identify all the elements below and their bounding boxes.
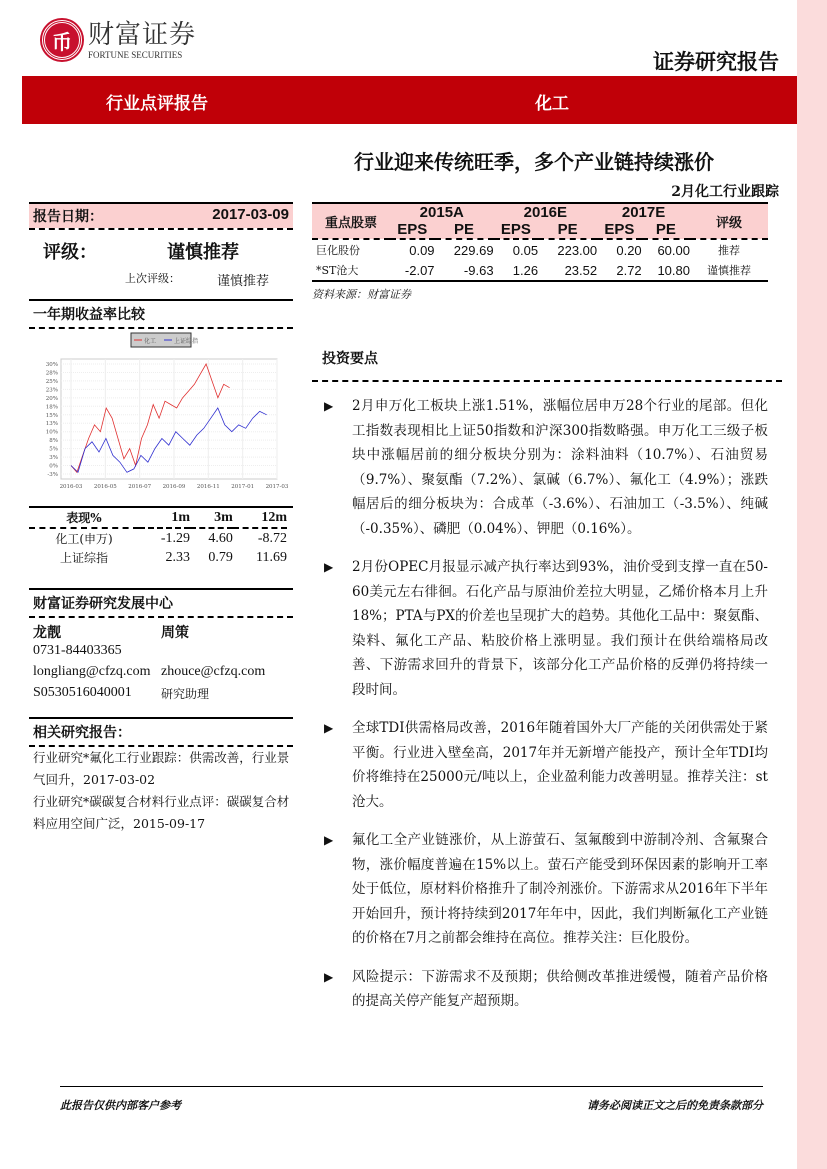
logo-seal-icon: 币 (42, 20, 82, 60)
analyst-phone: 0731-84403365 (33, 643, 122, 658)
footer (60, 1097, 763, 1113)
report-type: 行业点评报告 (106, 94, 208, 114)
cell: 223.00 (557, 242, 598, 258)
date-label: 报告日期： (33, 209, 103, 225)
y-tick-label: 18% (45, 404, 58, 411)
perf-header: 表现% (66, 511, 102, 525)
research-center: 财富证券研究发展中心 (33, 596, 173, 612)
point-text: 2月申万化工板块上涨1.51%，涨幅位居申万28个行业的尾部。但化工指数表现相比上证50指数和沪深300指数略强。申万化工三级子板块中涨幅居前的细分板块分别为：涂料油料（10.7%）、石油贸易（9.7%）、聚氨酯（7.2%）、氯碱（6.7%）、氟化工（4.9%）；涨跌幅居后的细分板块为：合成革（-3.6%）、石油加工（-3.5%）、纯碱（-0.35%）、磷肥（0.04%）、钾肥（0.16%）。 (352, 398, 768, 537)
point-text: 氟化工全产业链涨价，从上游萤石、氢氟酸到中游制冷剂、含氟聚合物，涨价幅度普遍在15%以上。萤石产能受到环保因素的影响开工率处于低位，原材料价格推升了制冷剂涨价。下游需求从2016年下半年开始回升，预计将持续到2017年年中，因此，我们判断氟化工产业链的价格在7月之前都会维持在高位。推荐关注：巨化股份。 (352, 832, 768, 946)
performance-table (29, 508, 287, 567)
cell: 0.20 (616, 242, 642, 258)
prev-rating-value: 谨慎推荐 (217, 274, 270, 289)
x-tick-label: 2016-05 (93, 484, 117, 490)
x-tick-label: 2016-09 (162, 484, 186, 490)
rating-label: 评级： (43, 242, 97, 263)
pe-header: PE (435, 221, 494, 239)
x-tick-label: 2017-03 (265, 484, 289, 490)
perf-cell: 化工(申万) (55, 532, 113, 546)
eps-header: EPS (390, 221, 435, 239)
perf-header: 3m (214, 509, 233, 525)
cell: -9.63 (463, 262, 494, 278)
perf-cell: -8.72 (257, 530, 287, 546)
table-row (29, 548, 287, 567)
table-row (312, 239, 768, 260)
industry: 化工 (535, 94, 569, 114)
y-tick-label: 13% (45, 421, 58, 428)
point-text: 2月份OPEC月报显示减产执行率达到93%，油价受到支撑一直在50-60美元左右徘徊。石化产品与原油价差拉大明显，乙烯价格本月上升18%；PTA与PX的价差也呈现扩大的趋势。其他化工品中：聚氨酯、染料、氟化工产品、粘胶价格上涨明显。我们预计在供给端格局改善、下游需求回升的背景下，该部分化工产品价格的反弹仍将持续一段时间。 (352, 559, 768, 698)
logo-en: FORTUNE SECURITIES (88, 50, 183, 60)
related-heading: 相关研究报告： (33, 725, 131, 741)
y-tick-label: 20% (45, 395, 58, 402)
stock-name: 巨化股份 (316, 244, 360, 257)
date-value: 2017-03-09 (212, 206, 289, 223)
perf-cell: 2.33 (165, 549, 190, 565)
cell: 1.26 (512, 262, 539, 278)
table-row (312, 260, 768, 281)
year-header: 2015A (390, 203, 494, 221)
eps-header: EPS (494, 221, 539, 239)
bullet-arrow-icon: ▶ (324, 721, 334, 735)
stock-rating: 推荐 (718, 244, 740, 257)
side-strip (797, 0, 827, 1169)
y-tick-label: 23% (45, 387, 58, 394)
investment-point (312, 394, 782, 541)
table-source: 资料来源：财富证券 (312, 288, 411, 301)
key-stocks-table (312, 202, 768, 282)
cell: 0.09 (409, 242, 435, 258)
banner (22, 76, 797, 124)
y-tick-label: 8% (49, 438, 58, 445)
y-tick-label: 28% (45, 370, 58, 377)
perf-cell: 4.60 (208, 530, 233, 546)
investment-point (312, 828, 782, 951)
pe-header: PE (642, 221, 690, 239)
related-report[interactable]: 行业研究*氟化工行业跟踪：供需改善，行业景气回升，2017-03-02 (33, 750, 290, 787)
doc-type: 证券研究报告 (653, 49, 779, 74)
investment-point (312, 716, 782, 814)
perf-cell: 0.79 (208, 549, 233, 565)
cell: 10.80 (657, 262, 690, 278)
table-row (29, 528, 287, 548)
y-tick-label: 25% (45, 378, 58, 385)
cell: 2.72 (616, 262, 642, 278)
year-header: 2017E (597, 203, 690, 221)
bullet-arrow-icon: ▶ (324, 399, 334, 413)
x-tick-label: 2017-01 (231, 484, 255, 490)
analyst-email[interactable]: longliang@cfzq.com (33, 664, 151, 679)
analyst-email[interactable]: zhouce@cfzq.com (161, 664, 266, 679)
y-tick-label: 0% (49, 463, 58, 470)
report-date (29, 204, 293, 228)
x-tick-label: 2016-03 (59, 484, 83, 490)
legend-label: 化工 (144, 338, 157, 345)
bullet-arrow-icon: ▶ (324, 833, 334, 847)
year-header: 2016E (494, 203, 598, 221)
sidebar (29, 202, 293, 289)
bullet-arrow-icon: ▶ (324, 560, 334, 574)
stock-rating: 谨慎推荐 (707, 264, 751, 277)
stock-col-name: 重点股票 (312, 203, 390, 239)
prev-rating-label: 上次评级： (125, 272, 180, 285)
bullet-arrow-icon: ▶ (324, 969, 334, 984)
analyst-title: 研究助理 (161, 687, 210, 701)
chart-heading: 一年期收益率比较 (33, 307, 145, 323)
perf-cell: -1.29 (160, 530, 190, 546)
perf-cell: 11.69 (256, 549, 287, 565)
point-text: 风险提示：下游需求不及预期；供给侧改革推进缓慢，随着产品价格的提高关停产能复产超预期。 (352, 968, 768, 1009)
perf-header: 12m (261, 509, 287, 525)
x-tick-label: 2016-11 (196, 484, 220, 490)
y-tick-label: 3% (49, 455, 58, 462)
eps-header: EPS (597, 221, 642, 239)
stock-name: *ST沧大 (316, 264, 359, 277)
footer-left: 此报告仅供内部客户参考 (60, 1099, 181, 1112)
cell: 23.52 (564, 262, 598, 278)
points-heading: 投资要点 (322, 351, 378, 367)
investment-point (312, 555, 782, 702)
cell: 0.05 (512, 242, 539, 258)
report-title: 行业迎来传统旺季，多个产业链持续涨价 (354, 150, 714, 174)
perf-header: 1m (171, 509, 190, 525)
investment-point (312, 965, 782, 1014)
y-tick-label: 30% (45, 362, 58, 368)
related-report[interactable]: 行业研究*碳碳复合材料行业点评：碳碳复合材料应用空间广泛，2015-09-17 (33, 794, 290, 831)
y-tick-label: 10% (45, 429, 58, 436)
y-tick-label: -3% (47, 472, 58, 478)
legend-label: 上证综指 (174, 338, 199, 345)
y-tick-label: 15% (45, 412, 58, 419)
cell: 60.00 (657, 242, 690, 258)
report-subtitle: 2月化工行业跟踪 (671, 184, 779, 200)
analyst-name: 龙靓 (33, 625, 61, 641)
y-tick-label: 5% (49, 446, 58, 453)
x-tick-label: 2016-07 (128, 484, 152, 490)
logo-cn: 财富证券 (88, 20, 197, 50)
plot-area (61, 359, 277, 479)
perf-cell: 上证综指 (59, 551, 108, 565)
pe-header: PE (538, 221, 597, 239)
footer-right: 请务必阅读正文之后的免责条款部分 (587, 1099, 763, 1112)
analyst-id: S0530516040001 (33, 685, 132, 700)
cell: -2.07 (404, 262, 435, 278)
company-logo (42, 20, 196, 60)
cell: 229.69 (453, 242, 494, 258)
stock-col-rating: 评级 (690, 203, 768, 239)
return-comparison-chart (29, 329, 293, 499)
rating-value: 谨慎推荐 (167, 242, 239, 263)
analyst-name: 周策 (161, 625, 189, 641)
point-text: 全球TDI供需格局改善，2016年随着国外大厂产能的关闭供需处于紧平衡。行业进入壁垒高，2017年并无新增产能投产，预计全年TDI均价将维持在25000元/吨以上，企业盈利能力改善明显。推荐关注：st沧大。 (352, 720, 768, 810)
